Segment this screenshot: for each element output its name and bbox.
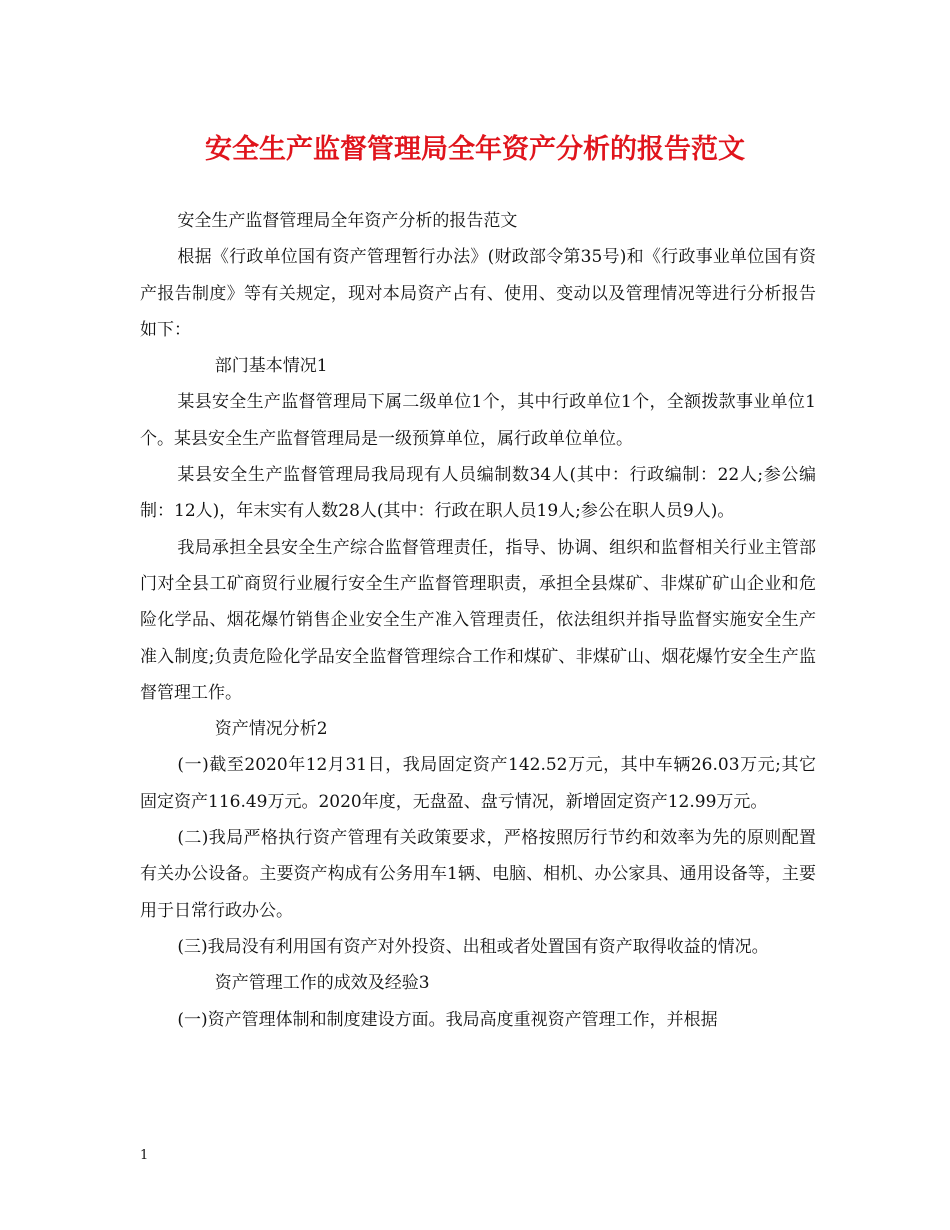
- section-heading-1: 部门基本情况1: [214, 356, 328, 377]
- document-subtitle: 安全生产监督管理局全年资产分析的报告范文: [177, 211, 518, 231]
- page-number: 1: [140, 1148, 149, 1163]
- section-heading-3: 资产管理工作的成效及经验3: [214, 973, 430, 994]
- paragraph-staffing: 某县安全生产监督管理局我局现有人员编制数34人(其中：行政编制：22人;参公编制：12人)，年末实有人数28人(其中：行政在职人员19人;参公在职人员9人)。: [140, 465, 816, 522]
- paragraph-intro: 根据《行政单位国有资产管理暂行办法》(财政部令第35号)和《行政事业单位国有资产报告制度》等有关规定，现对本局资产占有、使用、变动以及管理情况等进行分析报告如下：: [140, 247, 816, 340]
- paragraph-fixed-assets: (一)截至2020年12月31日，我局固定资产142.52万元，其中车辆26.03万元;其它固定资产116.49万元。2020年度，无盘盈、盘亏情况，新增固定资产12.99万元。: [140, 755, 816, 812]
- section-heading-2: 资产情况分析2: [214, 719, 328, 740]
- document-body: [140, 203, 816, 1038]
- paragraph-responsibilities: 我局承担全县安全生产综合监督管理责任，指导、协调、组织和监督相关行业主管部门对全县工矿商贸行业履行安全生产监督管理职责，承担全县煤矿、非煤矿矿山企业和危险化学品、烟花爆竹销售企业安全生产准入管理责任，依法组织并指导监督实施安全生产准入制度;负责危险化学品安全监督管理综合工作和煤矿、非煤矿山、烟花爆竹安全生产监督管理工作。: [140, 537, 816, 703]
- paragraph-no-investment: (三)我局没有利用国有资产对外投资、出租或者处置国有资产取得收益的情况。: [177, 936, 769, 957]
- paragraph-units: 某县安全生产监督管理局下属二级单位1个，其中行政单位1个，全额拨款事业单位1个。某县安全生产监督管理局是一级预算单位，属行政单位单位。: [140, 392, 816, 449]
- paragraph-asset-composition: (二)我局严格执行资产管理有关政策要求，严格按照厉行节约和效率为先的原则配置有关办公设备。主要资产构成有公务用车1辆、电脑、相机、办公家具、通用设备等，主要用于日常行政办公。: [140, 828, 816, 921]
- paragraph-management-system: (一)资产管理体制和制度建设方面。我局高度重视资产管理工作，并根据: [177, 1009, 718, 1030]
- document-title: 安全生产监督管理局全年资产分析的报告范文: [205, 134, 745, 165]
